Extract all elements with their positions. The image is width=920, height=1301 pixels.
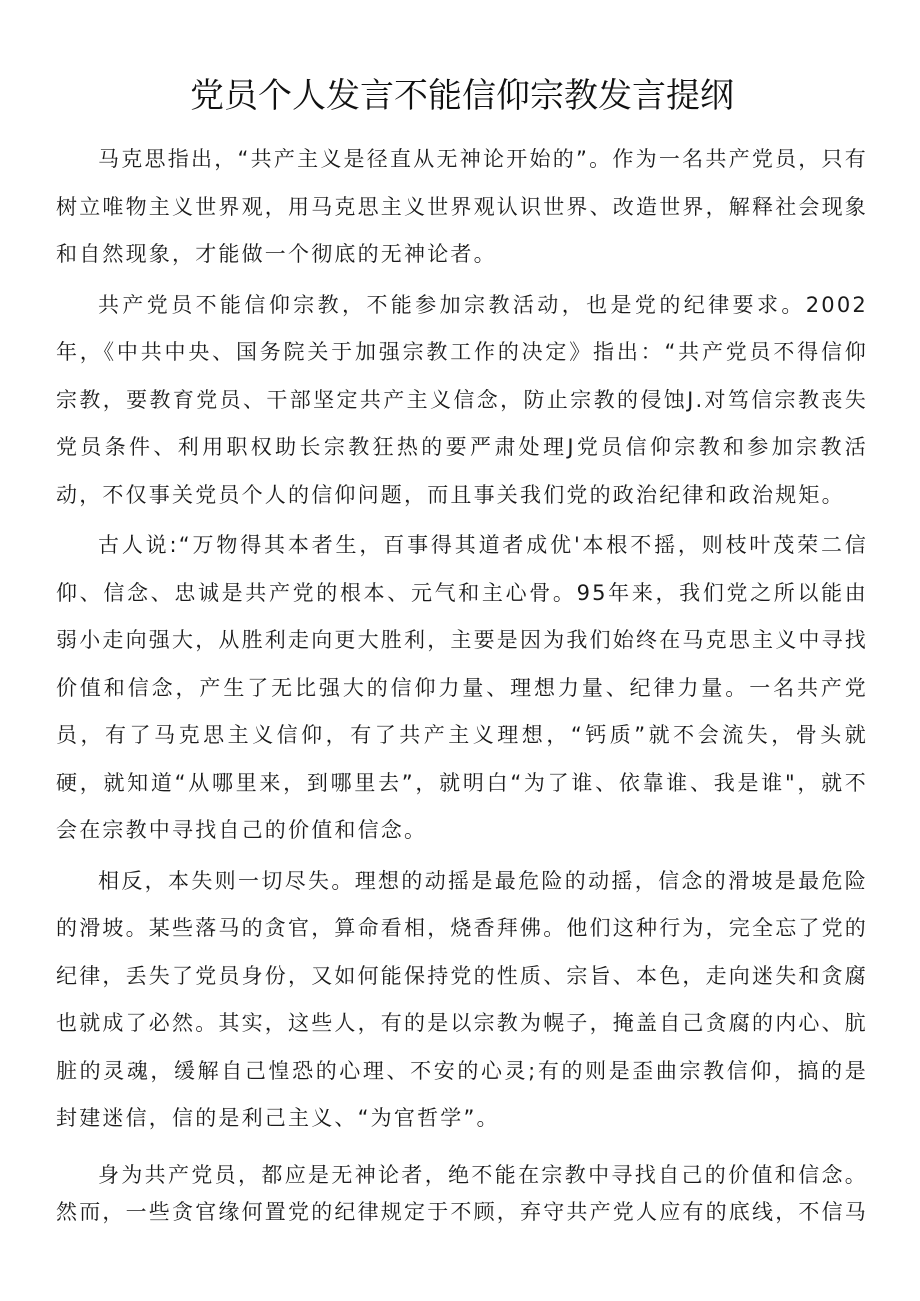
paragraph-3: 古人说:“万物得其本者生，百事得其道者成优'本根不摇，则枝叶茂荣二信仰、信念、忠诚是共产党的根本、元气和主心骨。95年来，我们党之所以能由弱小走向强大，从胜利走向更大胜利，主要是因为我们始终在马克思主义中寻找价值和信念，产生了无比强大的信仰力量、理想力量、纪律力量。一名共产党员，有了马克思主义信仰，有了共产主义理想，“钙质”就不会流失，骨头就硬，就知道“从哪里来，到哪里去”，就明白“为了谁、依靠谁、我是谁"，就不会在宗教中寻找自己的价值和信念。 — [56, 533, 868, 842]
paragraph-1: 马克思指出，“共产主义是径直从无神论开始的”。作为一名共产党员，只有树立唯物主义世界观，用马克思主义世界观认识世界、改造世界，解释社会现象和自然现象，才能做一个彻底的无神论者。 — [56, 147, 868, 266]
paragraph-5: 身为共产党员，都应是无神论者，绝不能在宗教中寻找自己的价值和信念。然而，一些贪官缘何置党的纪律规定于不顾，弃守共产党人应有的底线，不信马 — [56, 1162, 868, 1224]
document-title: 党员个人发言不能信仰宗教发言提纲 — [190, 76, 734, 116]
paragraph-4: 相反，本失则一切尽失。理想的动摇是最危险的动摇，信念的滑坡是最危险的滑坡。某些落马的贪官，算命看相，烧香拜佛。他们这种行为，完全忘了党的纪律，丢失了党员身份，又如何能保持党的性质、宗旨、本色，走向迷失和贪腐也就成了必然。其实，这些人，有的是以宗教为幌子，掩盖自己贪腐的内心、肮脏的灵魂，缓解自己惶恐的心理、不安的心灵;有的则是歪曲宗教信仰，搞的是封建迷信，信的是利己主义、“为官哲学”。 — [56, 868, 868, 1130]
paragraph-2: 共产党员不能信仰宗教，不能参加宗教活动，也是党的纪律要求。2002年，《中共中央、国务院关于加强宗教工作的决定》指出：“共产党员不得信仰宗教，要教育党员、干部坚定共产主义信念，防止宗教的侵蚀J.对笃信宗教丧失党员条件、利用职权助长宗教狂热的要严肃处理J党员信仰宗教和参加宗教活动，不仅事关党员个人的信仰问题，而且事关我们党的政治纪律和政治规矩。 — [56, 292, 868, 507]
